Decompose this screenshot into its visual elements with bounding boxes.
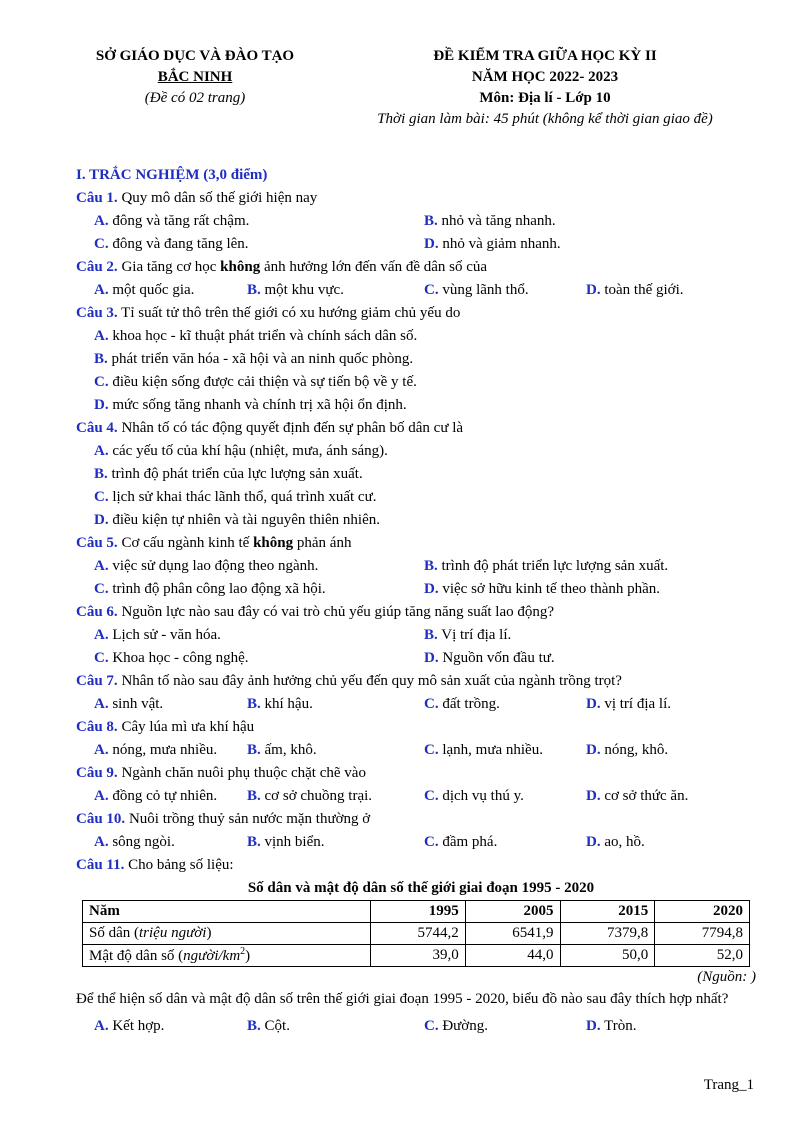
question: Câu 2. Gia tăng cơ học không ảnh hưởng lớn đến vấn đề dân số của	[76, 259, 488, 275]
option-b: B. ấm, khô.	[247, 742, 317, 758]
page-count-note: (Đề có 02 trang)	[144, 90, 246, 106]
header-left	[70, 46, 320, 109]
question: Câu 7. Nhân tố nào sau đây ảnh hưởng chủ yếu đến quy mô sản xuất của ngành trồng trọt?	[76, 673, 622, 689]
option-d: D. toàn thế giới.	[586, 282, 684, 298]
table-cell: 6541,9	[465, 923, 560, 945]
question-label: Câu 4.	[76, 420, 118, 436]
question-label: Câu 9.	[76, 765, 118, 781]
department-name: SỞ GIÁO DỤC VÀ ĐÀO TẠO	[95, 48, 295, 64]
option-d: D. Nguồn vốn đầu tư.	[424, 650, 555, 666]
question-text: Để thể hiện số dân và mật độ dân số trên thế giới giai đoạn 1995 - 2020, biểu đồ nào sau đây thích hợp nhất?	[76, 991, 729, 1007]
option-d: D. điều kiện tự nhiên và tài nguyên thiên nhiên.	[94, 512, 380, 528]
option-c: C. đầm phá.	[424, 834, 498, 850]
option-a: A. một quốc gia.	[94, 282, 195, 298]
option-d: D. việc sở hữu kinh tế theo thành phần.	[424, 581, 661, 597]
question-label: Câu 10.	[76, 811, 126, 827]
row-label: Số dân (triệu người)	[83, 923, 371, 945]
option-d: D. Tròn.	[586, 1018, 637, 1034]
data-table	[82, 900, 750, 967]
table-cell: 50,0	[560, 945, 655, 967]
option-c: C. vùng lãnh thổ.	[424, 282, 529, 298]
option-c: C. lạnh, mưa nhiều.	[424, 742, 543, 758]
table-title: Số dân và mật độ dân số thế giới giai đoạn 1995 - 2020	[247, 880, 595, 896]
option-a: A. nóng, mưa nhiều.	[94, 742, 218, 758]
table-row	[83, 945, 750, 967]
table-cell: 7794,8	[655, 923, 750, 945]
question: Câu 9. Ngành chăn nuôi phụ thuộc chặt chẽ vào	[76, 765, 366, 781]
option-b: B. vịnh biển.	[247, 834, 325, 850]
subject-line: Môn: Địa lí - Lớp 10	[479, 90, 611, 106]
option-a: A. sông ngòi.	[94, 834, 175, 850]
question: Câu 5. Cơ cấu ngành kinh tế không phản ánh	[76, 535, 352, 551]
table-header-cell: 1995	[371, 901, 466, 923]
question-label: Câu 1.	[76, 190, 118, 206]
option-b: B. Cột.	[247, 1018, 290, 1034]
table-source: (Nguồn: )	[697, 969, 756, 985]
question-label: Câu 2.	[76, 259, 118, 275]
table-cell: 44,0	[465, 945, 560, 967]
option-d: D. ao, hồ.	[586, 834, 645, 850]
option-a: A. đồng cỏ tự nhiên.	[94, 788, 218, 804]
option-c: C. đất trồng.	[424, 696, 500, 712]
exam-title: ĐỀ KIỂM TRA GIỮA HỌC KỲ II	[433, 48, 657, 64]
option-c: C. Đường.	[424, 1018, 488, 1034]
section-title: I. TRẮC NGHIỆM (3,0 điểm)	[76, 167, 268, 183]
option-d: D. cơ sở thức ăn.	[586, 788, 689, 804]
option-c: C. dịch vụ thú y.	[424, 788, 524, 804]
option-b: B. phát triển văn hóa - xã hội và an ninh quốc phòng.	[94, 351, 414, 367]
question-text: Quy mô dân số thế giới hiện nay	[117, 190, 318, 206]
option-a: A. Lịch sử - văn hóa.	[94, 627, 221, 643]
option-b: B. cơ sở chuồng trại.	[247, 788, 373, 804]
table-header-cell: Năm	[83, 901, 371, 923]
option-c: C. trình độ phân công lao động xã hội.	[94, 581, 326, 597]
table-header-cell: 2005	[465, 901, 560, 923]
question-label: Câu 7.	[76, 673, 118, 689]
question: Câu 3. Tỉ suất tử thô trên thế giới có xu hướng giảm chủ yếu do	[76, 305, 461, 321]
question	[76, 187, 766, 210]
option-a: A. sinh vật.	[94, 696, 164, 712]
option-b: B. trình độ phát triển của lực lượng sản xuất.	[94, 466, 363, 482]
province-name: BẮC NINH	[157, 69, 233, 85]
option-b: B. nhỏ và tăng nhanh.	[424, 213, 556, 229]
question: Câu 4. Nhân tố có tác động quyết định đến sự phân bố dân cư là	[76, 420, 464, 436]
option-d: D. vị trí địa lí.	[586, 696, 672, 712]
option-c: C. Khoa học - công nghệ.	[94, 650, 249, 666]
exam-content	[76, 164, 766, 1038]
option-d: D. nóng, khô.	[586, 742, 669, 758]
emphasis: không	[220, 259, 261, 275]
question: Câu 6. Nguồn lực nào sau đây có vai trò chủ yếu giúp tăng năng suất lao động?	[76, 604, 555, 620]
table-cell: 52,0	[655, 945, 750, 967]
question-label: Câu 3.	[76, 305, 118, 321]
question: Câu 8. Cây lúa mì ưa khí hậu	[76, 719, 255, 735]
table-header-cell: 2020	[655, 901, 750, 923]
option-d: D. mức sống tăng nhanh và chính trị xã hội ổn định.	[94, 397, 407, 413]
option-a: A. Kết hợp.	[94, 1018, 165, 1034]
emphasis: không	[253, 535, 294, 551]
page-number: Trang_1	[703, 1077, 754, 1093]
question-label: Câu 11.	[76, 857, 125, 873]
option-d: D. nhỏ và giảm nhanh.	[424, 236, 561, 252]
header-right	[340, 46, 750, 130]
option-a: A. khoa học - kĩ thuật phát triển và chính sách dân số.	[94, 328, 418, 344]
question: Câu 10. Nuôi trồng thuỷ sản nước mặn thường ở	[76, 811, 371, 827]
option-a: A. việc sử dụng lao động theo ngành.	[94, 558, 319, 574]
table-header-row	[83, 901, 750, 923]
table-cell: 39,0	[371, 945, 466, 967]
time-note: Thời gian làm bài: 45 phút (không kể thời gian giao đề)	[377, 111, 713, 127]
question-label: Câu 5.	[76, 535, 118, 551]
question-label: Câu 6.	[76, 604, 118, 620]
table-cell: 5744,2	[371, 923, 466, 945]
option-b: B. một khu vực.	[247, 282, 344, 298]
option-a: A. đông và tăng rất chậm.	[94, 213, 250, 229]
option-b: B. khí hậu.	[247, 696, 313, 712]
table-header-cell: 2015	[560, 901, 655, 923]
question-label: Câu 8.	[76, 719, 118, 735]
option-c: C. điều kiện sống được cải thiện và sự tiến bộ về y tế.	[94, 374, 417, 390]
option-b: B. Vị trí địa lí.	[424, 627, 512, 643]
school-year: NĂM HỌC 2022- 2023	[471, 69, 619, 85]
table-cell: 7379,8	[560, 923, 655, 945]
option-b: B. trình độ phát triển lực lượng sản xuất.	[424, 558, 669, 574]
table-row	[83, 923, 750, 945]
option-c: C. lịch sử khai thác lãnh thổ, quá trình xuất cư.	[94, 489, 377, 505]
row-label: Mật độ dân số $(người/km^2)$	[83, 945, 371, 967]
option-a: A. các yếu tố của khí hậu (nhiệt, mưa, ánh sáng).	[94, 443, 388, 459]
option-c: C. đông và đang tăng lên.	[94, 236, 249, 252]
question: Câu 11. Cho bảng số liệu:	[76, 857, 234, 873]
